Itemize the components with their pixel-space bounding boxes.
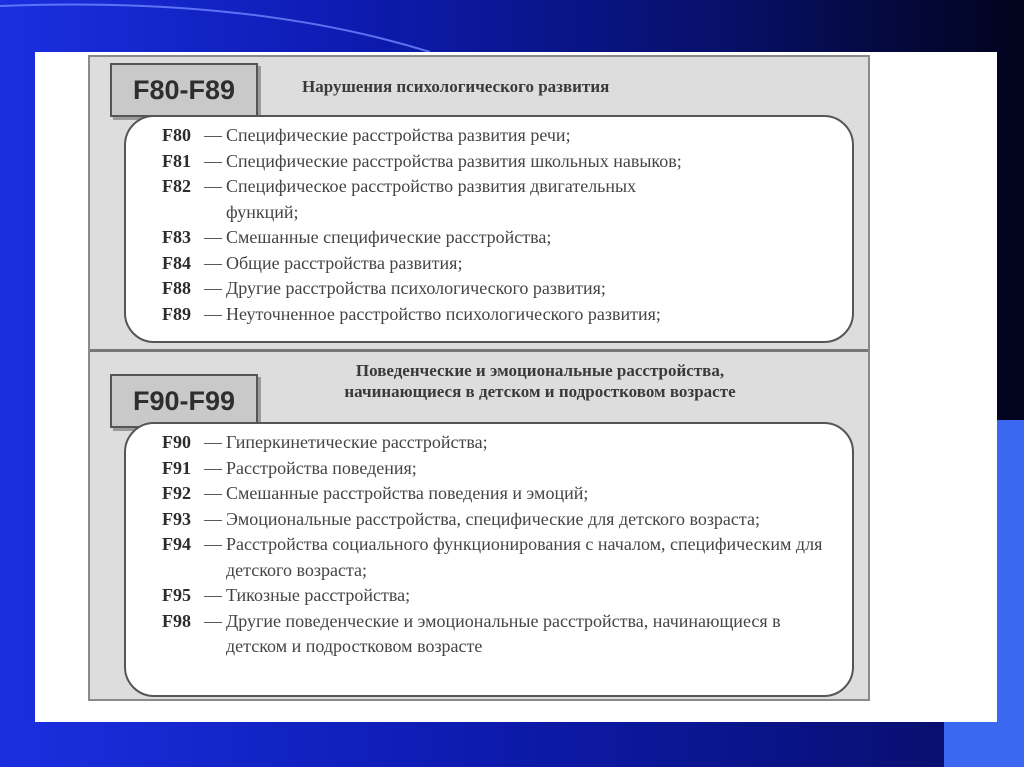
entry-code: F89 <box>162 303 191 324</box>
entry-f82 <box>162 174 842 225</box>
entry-f94 <box>162 532 842 583</box>
entry-code: F88 <box>162 278 191 298</box>
entry-text: Тикозные расстройства; <box>226 585 411 605</box>
entry-text: Эмоциональные расстройства, специфические для детского возраста; <box>226 508 760 529</box>
entry-code: F80 <box>162 125 191 145</box>
entry-f89 <box>162 302 842 328</box>
entry-dash: — <box>204 610 222 631</box>
entry-dash: — <box>204 432 222 452</box>
entry-code: F94 <box>162 534 191 554</box>
entries-list <box>162 123 842 327</box>
entry-dash: — <box>204 150 222 171</box>
entry-dash: — <box>204 585 222 605</box>
entry-f91 <box>162 456 842 482</box>
entry-text: Другие расстройства психологического развития; <box>226 278 606 298</box>
entry-code: F82 <box>162 176 191 196</box>
entry-text: Общие расстройства развития; <box>226 252 463 273</box>
entry-text: Расстройства социального функционирования с началом, специфическим для детского возраста; <box>226 534 823 580</box>
entry-f88 <box>162 276 842 302</box>
entry-f80 <box>162 123 842 149</box>
heading-line: Нарушения психологического развития <box>302 77 610 96</box>
entry-dash: — <box>204 508 222 529</box>
entry-text: Расстройства поведения; <box>226 457 417 478</box>
entry-dash: — <box>204 227 222 247</box>
code-range-tab: F80-F89 <box>110 63 258 117</box>
section-heading <box>302 76 609 97</box>
section-heading <box>280 360 800 402</box>
entry-code: F90 <box>162 432 191 452</box>
entry-dash: — <box>204 303 222 324</box>
bottom-strip <box>0 722 944 767</box>
heading-line: начинающиеся в детском и подростковом возрасте <box>344 382 736 401</box>
entry-text: Смешанные расстройства поведения и эмоций; <box>226 483 589 503</box>
entry-code: F91 <box>162 457 191 478</box>
entry-text: Специфическое расстройство развития двигательных функций; <box>226 176 637 222</box>
entry-f83 <box>162 225 842 251</box>
entry-code: F93 <box>162 508 191 529</box>
entry-dash: — <box>204 457 222 478</box>
entry-f90 <box>162 430 842 456</box>
entry-code: F81 <box>162 150 191 171</box>
entry-code: F92 <box>162 483 191 503</box>
entry-dash: — <box>204 176 222 196</box>
entry-dash: — <box>204 252 222 273</box>
entry-f98 <box>162 609 842 660</box>
heading-line: Поведенческие и эмоциональные расстройства, <box>355 361 725 380</box>
entry-code: F95 <box>162 585 191 605</box>
entry-code: F83 <box>162 227 191 247</box>
entry-code: F84 <box>162 252 191 273</box>
entry-text: Другие поведенческие и эмоциональные расстройства, начинающиеся в детском и подростковом возрасте <box>226 610 781 656</box>
entries-box <box>124 422 854 697</box>
entry-text: Смешанные специфические расстройства; <box>226 227 552 247</box>
entry-f92 <box>162 481 842 507</box>
code-range-tab: F90-F99 <box>110 374 258 428</box>
entry-dash: — <box>204 125 222 145</box>
entry-f84 <box>162 251 842 277</box>
entry-text: Неуточненное расстройство психологического развития; <box>226 303 661 324</box>
entry-text: Специфические расстройства развития школьных навыков; <box>226 150 682 171</box>
entry-dash: — <box>204 278 222 298</box>
entry-code: F98 <box>162 610 191 631</box>
section-f80-f89 <box>90 57 868 347</box>
entry-dash: — <box>204 483 222 503</box>
entries-list <box>162 430 842 660</box>
icd-table-image <box>88 55 870 701</box>
entry-dash: — <box>204 534 222 554</box>
entry-f81 <box>162 149 842 175</box>
decorative-arc <box>0 0 1024 60</box>
entry-f93 <box>162 507 842 533</box>
entries-box <box>124 115 854 343</box>
entry-text: Гиперкинетические расстройства; <box>226 432 488 452</box>
entry-text: Специфические расстройства развития речи; <box>226 125 571 145</box>
section-f90-f99 <box>90 349 868 702</box>
entry-f95 <box>162 583 842 609</box>
